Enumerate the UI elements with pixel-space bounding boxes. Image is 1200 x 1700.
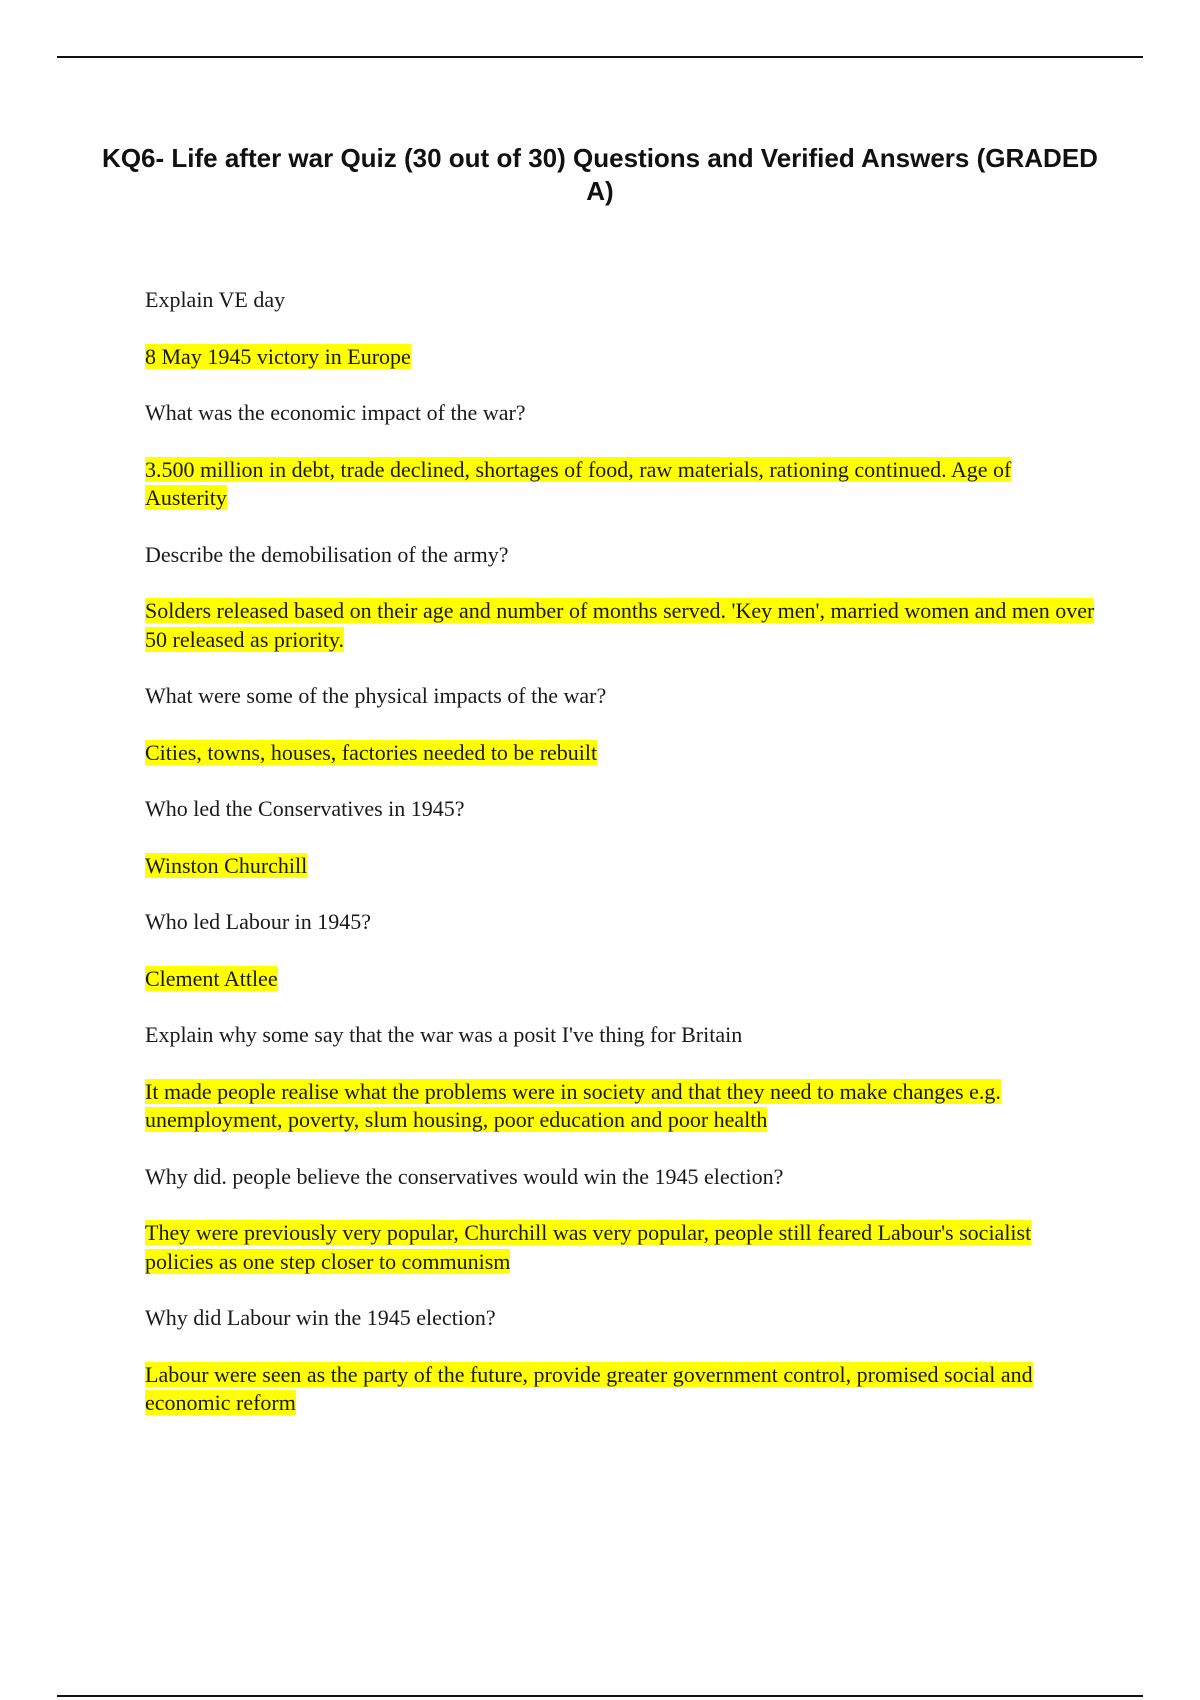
question-9: Why did Labour win the 1945 election? — [145, 1305, 496, 1330]
question-6: Who led Labour in 1945? — [145, 909, 372, 934]
question-2: What was the economic impact of the war? — [145, 400, 526, 425]
bottom-rule — [57, 1695, 1143, 1697]
answer-9 — [145, 1361, 1095, 1418]
question-8: Why did. people believe the conservatives would win the 1945 election? — [145, 1163, 784, 1189]
document-title: KQ6- Life after war Quiz (30 out of 30) Questions and Verified Answers (GRADED A) — [102, 143, 1098, 206]
answer-3-highlight: Solders released based on their age and number of months served. 'Key men', married women and men over 50 released as priority. — [145, 598, 1095, 652]
question-7: Explain why some say that the war was a posit I've thing for Britain — [145, 1022, 743, 1047]
top-rule — [57, 56, 1143, 58]
question-5: Who led the Conservatives in 1945? — [145, 796, 465, 821]
answer-1 — [145, 343, 1095, 372]
answer-7-highlight: It made people realise what the problems were in society and that they need to make changes e.g. unemployment, poverty, slum housing, poor education and poor health — [145, 1078, 1001, 1132]
answer-3 — [145, 597, 1095, 654]
answer-4-highlight: Cities, towns, houses, factories needed to be rebuilt — [145, 739, 598, 765]
question-3: Describe the demobilisation of the army? — [145, 541, 509, 567]
answer-5 — [145, 852, 1095, 881]
question-4: What were some of the physical impacts of the war? — [145, 683, 607, 708]
answer-8-highlight: They were previously very popular, Churchill was very popular, people still feared Labour's socialist policies as one step closer to communism — [145, 1220, 1032, 1274]
answer-2 — [145, 456, 1095, 513]
answer-2-highlight: 3.500 million in debt, trade declined, shortages of food, raw materials, rationing continued. Age of Austerity — [145, 456, 1012, 510]
answer-5-highlight: Winston Churchill — [145, 852, 308, 878]
question-1: Explain VE day — [145, 287, 286, 312]
answer-6-highlight: Clement Attlee — [145, 965, 278, 991]
answer-6 — [145, 965, 1095, 994]
answer-4 — [145, 739, 1095, 768]
answer-7 — [145, 1078, 1095, 1135]
qa-list — [145, 286, 1095, 1446]
answer-9-highlight: Labour were seen as the party of the future, provide greater government control, promised social and economic reform — [145, 1361, 1033, 1415]
answer-8 — [145, 1219, 1095, 1276]
answer-1-highlight: 8 May 1945 victory in Europe — [145, 343, 411, 369]
